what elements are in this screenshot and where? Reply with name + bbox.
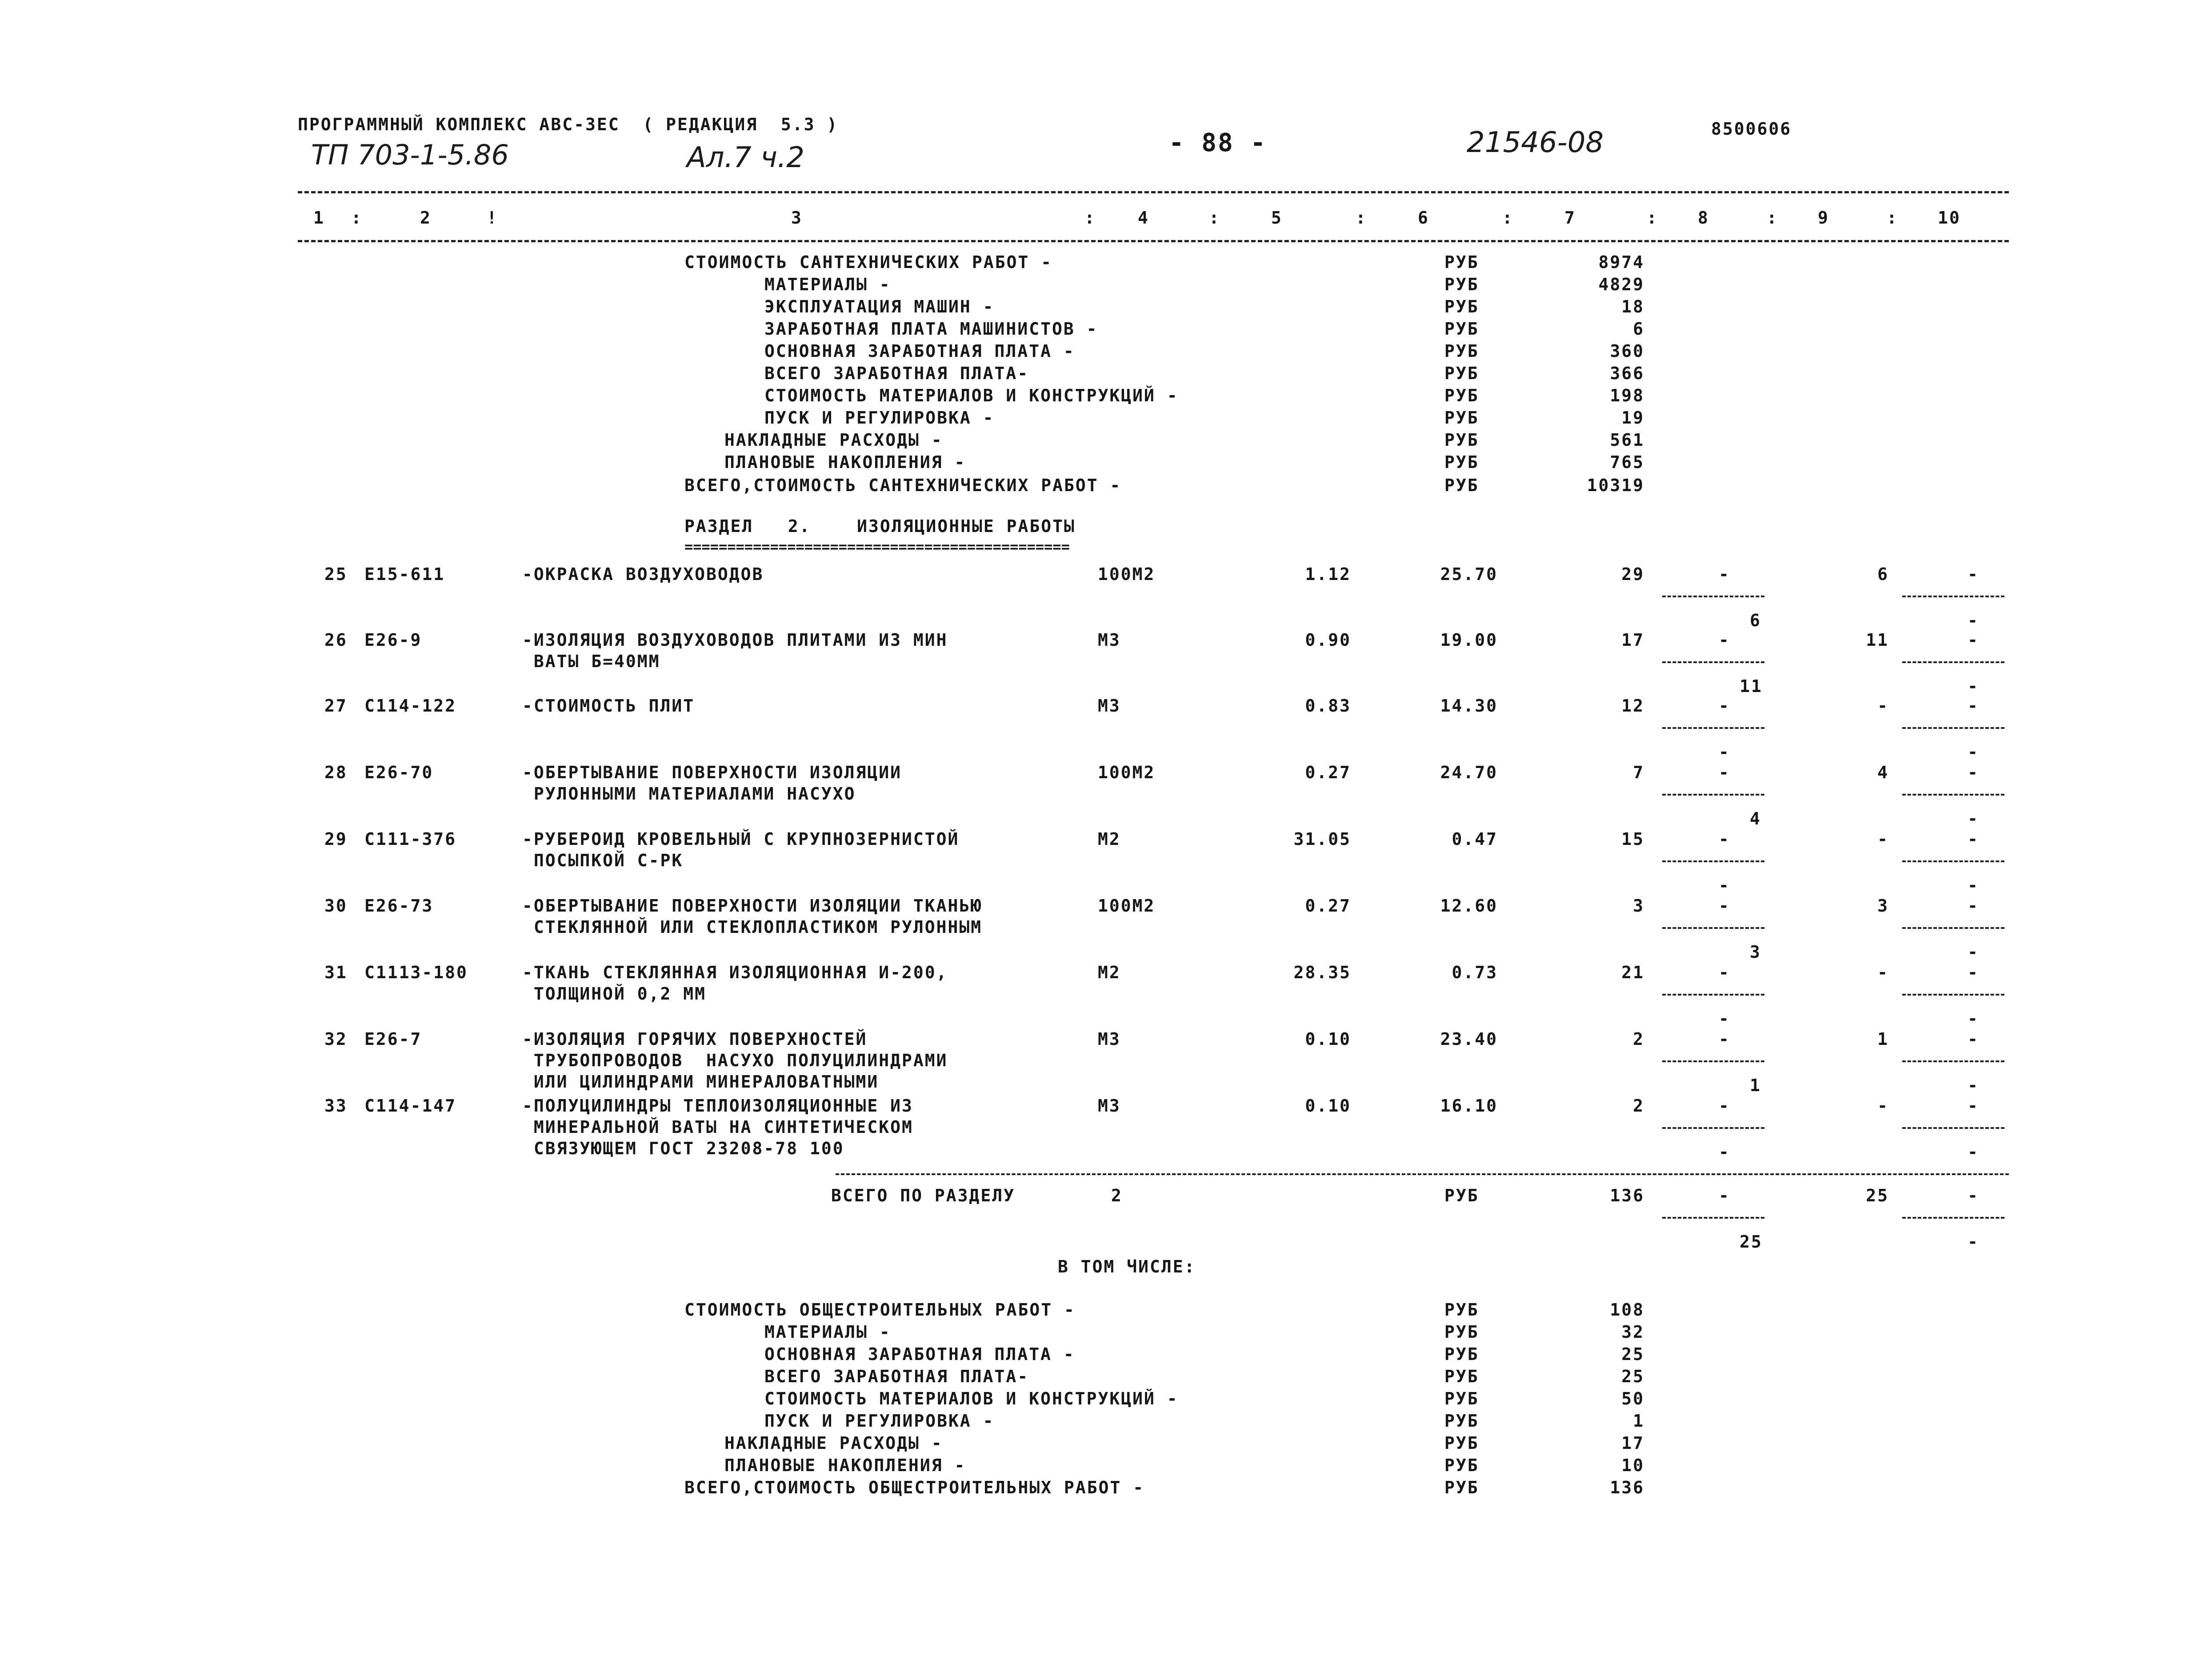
summary-unit: РУБ xyxy=(1444,297,1479,316)
row-total: 21 xyxy=(1621,963,1644,982)
row-name: ТРУБОПРОВОДОВ НАСУХО ПОЛУЦИЛИНДРАМИ xyxy=(522,1051,948,1070)
summary-value: 360 xyxy=(1610,341,1644,361)
row-name: -СТОИМОСТЬ ПЛИТ xyxy=(522,696,695,716)
row-total: 3 xyxy=(1633,896,1644,916)
row-code: Е26-73 xyxy=(364,896,434,916)
row-col8-top: - xyxy=(1719,696,1730,716)
row-col8-rule xyxy=(1662,661,1764,663)
row-code: Е26-7 xyxy=(364,1029,422,1049)
row-col10-bottom: - xyxy=(1968,942,1979,962)
summary-label: ОСНОВНАЯ ЗАРАБОТНАЯ ПЛАТА - xyxy=(764,1344,1075,1364)
row-name: -ИЗОЛЯЦИЯ ГОРЯЧИХ ПОВЕРХНОСТЕЙ xyxy=(522,1029,868,1049)
row-qty: 0.27 xyxy=(1305,763,1351,782)
summary-label: ПУСК И РЕГУЛИРОВКА - xyxy=(764,1411,995,1431)
summary-value: 561 xyxy=(1610,430,1644,450)
row-col8-rule xyxy=(1662,994,1764,996)
summary-unit: РУБ xyxy=(1444,430,1479,450)
row-col10-top: - xyxy=(1968,763,1979,782)
row-col8-top: - xyxy=(1719,1096,1730,1116)
summary-label: МАТЕРИАЛЫ - xyxy=(764,1322,891,1342)
column-header: 7 xyxy=(1564,208,1576,228)
row-col8-rule xyxy=(1662,1127,1764,1129)
row-col8-bottom: 3 xyxy=(1750,942,1761,962)
row-col8-top: - xyxy=(1719,564,1730,584)
row-col8-top: - xyxy=(1719,896,1730,916)
column-separator: ! xyxy=(487,208,498,228)
row-col8-top: - xyxy=(1719,829,1730,849)
row-code: С111-376 xyxy=(364,829,457,849)
row-col10-rule xyxy=(1902,1060,2004,1062)
summary-value: 8974 xyxy=(1598,252,1644,272)
summary-value: 25 xyxy=(1621,1344,1644,1364)
section-total-unit: РУБ xyxy=(1444,1186,1479,1205)
row-total: 2 xyxy=(1633,1096,1644,1116)
summary-label: ПЛАНОВЫЕ НАКОПЛЕНИЯ - xyxy=(724,452,966,472)
row-qty: 0.10 xyxy=(1305,1096,1351,1116)
row-col8-bottom: 6 xyxy=(1750,611,1761,630)
column-separator: : xyxy=(1767,208,1778,228)
row-number: 28 xyxy=(324,763,348,782)
column-separator: : xyxy=(1209,208,1220,228)
summary-label: СТОИМОСТЬ МАТЕРИАЛОВ И КОНСТРУКЦИЙ - xyxy=(764,386,1179,405)
summary-value: 50 xyxy=(1621,1389,1644,1408)
row-col8-bottom: - xyxy=(1719,1009,1730,1028)
row-unit: 100М2 xyxy=(1098,564,1156,584)
summary-label: МАТЕРИАЛЫ - xyxy=(764,275,891,294)
row-col10-bottom: - xyxy=(1968,1142,1979,1162)
row-col10-rule xyxy=(1902,661,2004,663)
summary-label: ВСЕГО ЗАРАБОТНАЯ ПЛАТА- xyxy=(764,364,1029,383)
row-col8-bottom: - xyxy=(1719,742,1730,762)
archive-code: 8500606 xyxy=(1711,119,1792,139)
section-total-number: 2 xyxy=(1111,1186,1123,1205)
row-name: СВЯЗУЮЩЕМ ГОСТ 23208-78 100 xyxy=(522,1139,844,1158)
row-price: 14.30 xyxy=(1440,696,1498,716)
row-total: 2 xyxy=(1633,1029,1644,1049)
column-header: 3 xyxy=(791,208,803,228)
row-col8-rule xyxy=(1662,860,1764,862)
row-total: 15 xyxy=(1621,829,1644,849)
row-name: -ОБЕРТЫВАНИЕ ПОВЕРХНОСТИ ИЗОЛЯЦИИ xyxy=(522,763,902,782)
row-col10-bottom: - xyxy=(1968,876,1979,895)
section-total-col8-rule xyxy=(1662,1217,1764,1219)
document-number: 21546-08 xyxy=(1467,126,1604,159)
column-header: 1 xyxy=(313,208,325,228)
row-col10-rule xyxy=(1902,794,2004,796)
row-col8-top: - xyxy=(1719,963,1730,982)
row-qty: 0.10 xyxy=(1305,1029,1351,1049)
summary-unit: РУБ xyxy=(1444,386,1479,405)
summary-value: 765 xyxy=(1610,452,1644,472)
row-price: 23.40 xyxy=(1440,1029,1498,1049)
summary-label: ВСЕГО,СТОИМОСТЬ ОБЩЕСТРОИТЕЛЬНЫХ РАБОТ - xyxy=(684,1478,1145,1497)
summary-unit: РУБ xyxy=(1444,252,1479,272)
column-separator: : xyxy=(1084,208,1096,228)
row-number: 32 xyxy=(324,1029,348,1049)
row-col9: - xyxy=(1877,829,1889,849)
row-col8-rule xyxy=(1662,927,1764,929)
row-col9: 11 xyxy=(1866,630,1889,650)
column-header: 8 xyxy=(1698,208,1709,228)
row-col10-top: - xyxy=(1968,963,1979,982)
row-name: ТОЛЩИНОЙ 0,2 ММ xyxy=(522,984,707,1004)
row-col10-top: - xyxy=(1968,630,1979,650)
row-name: -ПОЛУЦИЛИНДРЫ ТЕПЛОИЗОЛЯЦИОННЫЕ ИЗ xyxy=(522,1096,913,1116)
row-price: 12.60 xyxy=(1440,896,1498,916)
summary-label: НАКЛАДНЫЕ РАСХОДЫ - xyxy=(724,1433,943,1453)
row-qty: 1.12 xyxy=(1305,564,1351,584)
row-number: 30 xyxy=(324,896,348,916)
summary-label: ВСЕГО,СТОИМОСТЬ САНТЕХНИЧЕСКИХ РАБОТ - xyxy=(684,476,1122,495)
section-underline: ============================================= xyxy=(684,538,1070,555)
summary-unit: РУБ xyxy=(1444,364,1479,383)
row-unit: М2 xyxy=(1098,829,1121,849)
row-code: С114-147 xyxy=(364,1096,457,1116)
row-col8-rule xyxy=(1662,794,1764,796)
row-col10-top: - xyxy=(1968,696,1979,716)
summary-unit: РУБ xyxy=(1444,319,1479,339)
row-name: ИЛИ ЦИЛИНДРАМИ МИНЕРАЛОВАТНЫМИ xyxy=(522,1072,879,1092)
row-col9: - xyxy=(1877,1096,1889,1116)
in-total-heading: В ТОМ ЧИСЛЕ: xyxy=(1058,1257,1196,1276)
summary-unit: РУБ xyxy=(1444,1456,1479,1475)
section-total-col8-top: - xyxy=(1719,1186,1730,1205)
summary-label: СТОИМОСТЬ МАТЕРИАЛОВ И КОНСТРУКЦИЙ - xyxy=(764,1389,1179,1408)
row-col10-top: - xyxy=(1968,1096,1979,1116)
row-col10-top: - xyxy=(1968,1029,1979,1049)
column-header: 9 xyxy=(1818,208,1829,228)
row-qty: 0.27 xyxy=(1305,896,1351,916)
row-qty: 28.35 xyxy=(1293,963,1351,982)
row-col10-top: - xyxy=(1968,564,1979,584)
row-name: СТЕКЛЯННОЙ ИЛИ СТЕКЛОПЛАСТИКОМ РУЛОННЫМ xyxy=(522,917,983,937)
row-col10-bottom: - xyxy=(1968,1009,1979,1028)
summary-value: 10319 xyxy=(1587,476,1644,495)
program-title: ПРОГРАММНЫЙ КОМПЛЕКС АВС-3ЕС ( РЕДАКЦИЯ 5.3 ) xyxy=(298,115,839,134)
summary-unit: РУБ xyxy=(1444,1367,1479,1386)
summary-value: 198 xyxy=(1610,386,1644,405)
row-price: 25.70 xyxy=(1440,564,1498,584)
row-col10-top: - xyxy=(1968,829,1979,849)
row-col10-rule xyxy=(1902,727,2004,729)
summary-value: 366 xyxy=(1610,364,1644,383)
section-total-value: 136 xyxy=(1610,1186,1644,1205)
row-col9: 1 xyxy=(1877,1029,1889,1049)
row-name: ВАТЫ Б=40ММ xyxy=(522,652,660,671)
summary-unit: РУБ xyxy=(1444,1411,1479,1431)
section-total-col9: 25 xyxy=(1866,1186,1889,1205)
summary-label: ВСЕГО ЗАРАБОТНАЯ ПЛАТА- xyxy=(764,1367,1029,1386)
row-col10-rule xyxy=(1902,596,2004,597)
summary-value: 1 xyxy=(1633,1411,1644,1431)
row-name: МИНЕРАЛЬНОЙ ВАТЫ НА СИНТЕТИЧЕСКОМ xyxy=(522,1117,913,1137)
row-unit: М3 xyxy=(1098,1096,1121,1116)
summary-unit: РУБ xyxy=(1444,1389,1479,1408)
summary-value: 10 xyxy=(1621,1456,1644,1475)
row-col8-bottom: 4 xyxy=(1750,809,1761,828)
section-title: РАЗДЕЛ 2. ИЗОЛЯЦИОННЫЕ РАБОТЫ xyxy=(684,516,1076,536)
summary-unit: РУБ xyxy=(1444,1433,1479,1453)
section-total-col10-bottom: - xyxy=(1968,1232,1979,1252)
row-col10-bottom: - xyxy=(1968,809,1979,828)
summary-label: ЗАРАБОТНАЯ ПЛАТА МАШИНИСТОВ - xyxy=(764,319,1098,339)
column-separator: : xyxy=(351,208,363,228)
row-name: РУЛОННЫМИ МАТЕРИАЛАМИ НАСУХО xyxy=(522,784,856,804)
row-col8-top: - xyxy=(1719,1029,1730,1049)
row-code: Е26-9 xyxy=(364,630,422,650)
summary-value: 17 xyxy=(1621,1433,1644,1453)
row-col10-rule xyxy=(1902,860,2004,862)
row-number: 27 xyxy=(324,696,348,716)
row-price: 0.47 xyxy=(1452,829,1498,849)
header-rule-top xyxy=(298,191,2009,193)
row-unit: М3 xyxy=(1098,630,1121,650)
row-col8-bottom: 1 xyxy=(1750,1076,1761,1095)
summary-label: СТОИМОСТЬ ОБЩЕСТРОИТЕЛЬНЫХ РАБОТ - xyxy=(684,1300,1076,1320)
row-code: Е15-611 xyxy=(364,564,445,584)
summary-value: 25 xyxy=(1621,1367,1644,1386)
summary-unit: РУБ xyxy=(1444,275,1479,294)
row-name: ПОСЫПКОЙ С-РК xyxy=(522,851,684,870)
summary-label: СТОИМОСТЬ САНТЕХНИЧЕСКИХ РАБОТ - xyxy=(684,252,1053,272)
summary-value: 19 xyxy=(1621,408,1644,428)
column-header: 6 xyxy=(1418,208,1429,228)
header-rule-bottom xyxy=(298,240,2009,242)
section-total-label: ВСЕГО ПО РАЗДЕЛУ xyxy=(831,1186,1016,1205)
row-qty: 31.05 xyxy=(1293,829,1351,849)
summary-value: 32 xyxy=(1621,1322,1644,1342)
row-price: 19.00 xyxy=(1440,630,1498,650)
row-number: 25 xyxy=(324,564,348,584)
row-col8-top: - xyxy=(1719,630,1730,650)
total-rule xyxy=(836,1173,2009,1175)
summary-unit: РУБ xyxy=(1444,1344,1479,1364)
row-col10-bottom: - xyxy=(1968,676,1979,696)
column-separator: : xyxy=(1647,208,1658,228)
summary-unit: РУБ xyxy=(1444,1322,1479,1342)
column-header: 5 xyxy=(1271,208,1283,228)
section-total-col10-top: - xyxy=(1968,1186,1979,1205)
summary-label: ЭКСПЛУАТАЦИЯ МАШИН - xyxy=(764,297,995,316)
row-col10-rule xyxy=(1902,1127,2004,1129)
row-price: 24.70 xyxy=(1440,763,1498,782)
summary-unit: РУБ xyxy=(1444,1300,1479,1320)
summary-unit: РУБ xyxy=(1444,408,1479,428)
summary-unit: РУБ xyxy=(1444,341,1479,361)
row-name: -ОБЕРТЫВАНИЕ ПОВЕРХНОСТИ ИЗОЛЯЦИИ ТКАНЬЮ xyxy=(522,896,983,916)
row-code: С1113-180 xyxy=(364,963,468,982)
row-col8-bottom: - xyxy=(1719,1142,1730,1162)
row-col8-rule xyxy=(1662,596,1764,597)
row-name: -РУБЕРОИД КРОВЕЛЬНЫЙ С КРУПНОЗЕРНИСТОЙ xyxy=(522,829,960,849)
row-col10-rule xyxy=(1902,927,2004,929)
summary-label: ПЛАНОВЫЕ НАКОПЛЕНИЯ - xyxy=(724,1456,966,1475)
row-col8-rule xyxy=(1662,1060,1764,1062)
summary-unit: РУБ xyxy=(1444,452,1479,472)
summary-unit: РУБ xyxy=(1444,476,1479,495)
summary-value: 6 xyxy=(1633,319,1644,339)
row-col8-top: - xyxy=(1719,763,1730,782)
row-number: 29 xyxy=(324,829,348,849)
summary-label: НАКЛАДНЫЕ РАСХОДЫ - xyxy=(724,430,943,450)
row-unit: М3 xyxy=(1098,696,1121,716)
summary-label: ПУСК И РЕГУЛИРОВКА - xyxy=(764,408,995,428)
row-unit: 100М2 xyxy=(1098,896,1156,916)
row-qty: 0.83 xyxy=(1305,696,1351,716)
summary-value: 136 xyxy=(1610,1478,1644,1497)
page-number: - 88 - xyxy=(1169,128,1267,157)
summary-unit: РУБ xyxy=(1444,1478,1479,1497)
section-total-col10-rule xyxy=(1902,1217,2004,1219)
column-separator: : xyxy=(1356,208,1367,228)
row-col10-bottom: - xyxy=(1968,611,1979,630)
album-reference: Ал.7 ч.2 xyxy=(687,141,804,174)
row-col9: 3 xyxy=(1877,896,1889,916)
summary-value: 18 xyxy=(1621,297,1644,316)
row-name: -ОКРАСКА ВОЗДУХОВОДОВ xyxy=(522,564,764,584)
row-total: 29 xyxy=(1621,564,1644,584)
row-col10-rule xyxy=(1902,994,2004,996)
row-number: 31 xyxy=(324,963,348,982)
row-unit: 100М2 xyxy=(1098,763,1156,782)
row-code: Е26-70 xyxy=(364,763,434,782)
row-col10-top: - xyxy=(1968,896,1979,916)
row-col9: 6 xyxy=(1877,564,1889,584)
row-unit: М2 xyxy=(1098,963,1121,982)
row-total: 12 xyxy=(1621,696,1644,716)
column-separator: : xyxy=(1887,208,1898,228)
column-header: 4 xyxy=(1138,208,1149,228)
row-col8-bottom: 11 xyxy=(1740,676,1763,696)
summary-label: ОСНОВНАЯ ЗАРАБОТНАЯ ПЛАТА - xyxy=(764,341,1075,361)
row-unit: М3 xyxy=(1098,1029,1121,1049)
column-separator: : xyxy=(1502,208,1514,228)
row-col10-bottom: - xyxy=(1968,1076,1979,1095)
summary-value: 4829 xyxy=(1598,275,1644,294)
row-total: 7 xyxy=(1633,763,1644,782)
row-col9: - xyxy=(1877,963,1889,982)
row-col10-bottom: - xyxy=(1968,742,1979,762)
row-qty: 0.90 xyxy=(1305,630,1351,650)
summary-value: 108 xyxy=(1610,1300,1644,1320)
row-price: 16.10 xyxy=(1440,1096,1498,1116)
column-header: 10 xyxy=(1938,208,1961,228)
row-number: 26 xyxy=(324,630,348,650)
column-header: 2 xyxy=(420,208,432,228)
row-col8-bottom: - xyxy=(1719,876,1730,895)
row-code: С114-122 xyxy=(364,696,457,716)
row-col8-rule xyxy=(1662,727,1764,729)
row-price: 0.73 xyxy=(1452,963,1498,982)
row-name: -ИЗОЛЯЦИЯ ВОЗДУХОВОДОВ ПЛИТАМИ ИЗ МИН xyxy=(522,630,948,650)
row-number: 33 xyxy=(324,1096,348,1116)
project-number: ТП 703-1-5.86 xyxy=(311,139,509,171)
row-name: -ТКАНЬ СТЕКЛЯННАЯ ИЗОЛЯЦИОННАЯ И-200, xyxy=(522,963,948,982)
row-total: 17 xyxy=(1621,630,1644,650)
section-total-col8-bottom: 25 xyxy=(1740,1232,1763,1252)
row-col9: 4 xyxy=(1877,763,1889,782)
row-col9: - xyxy=(1877,696,1889,716)
